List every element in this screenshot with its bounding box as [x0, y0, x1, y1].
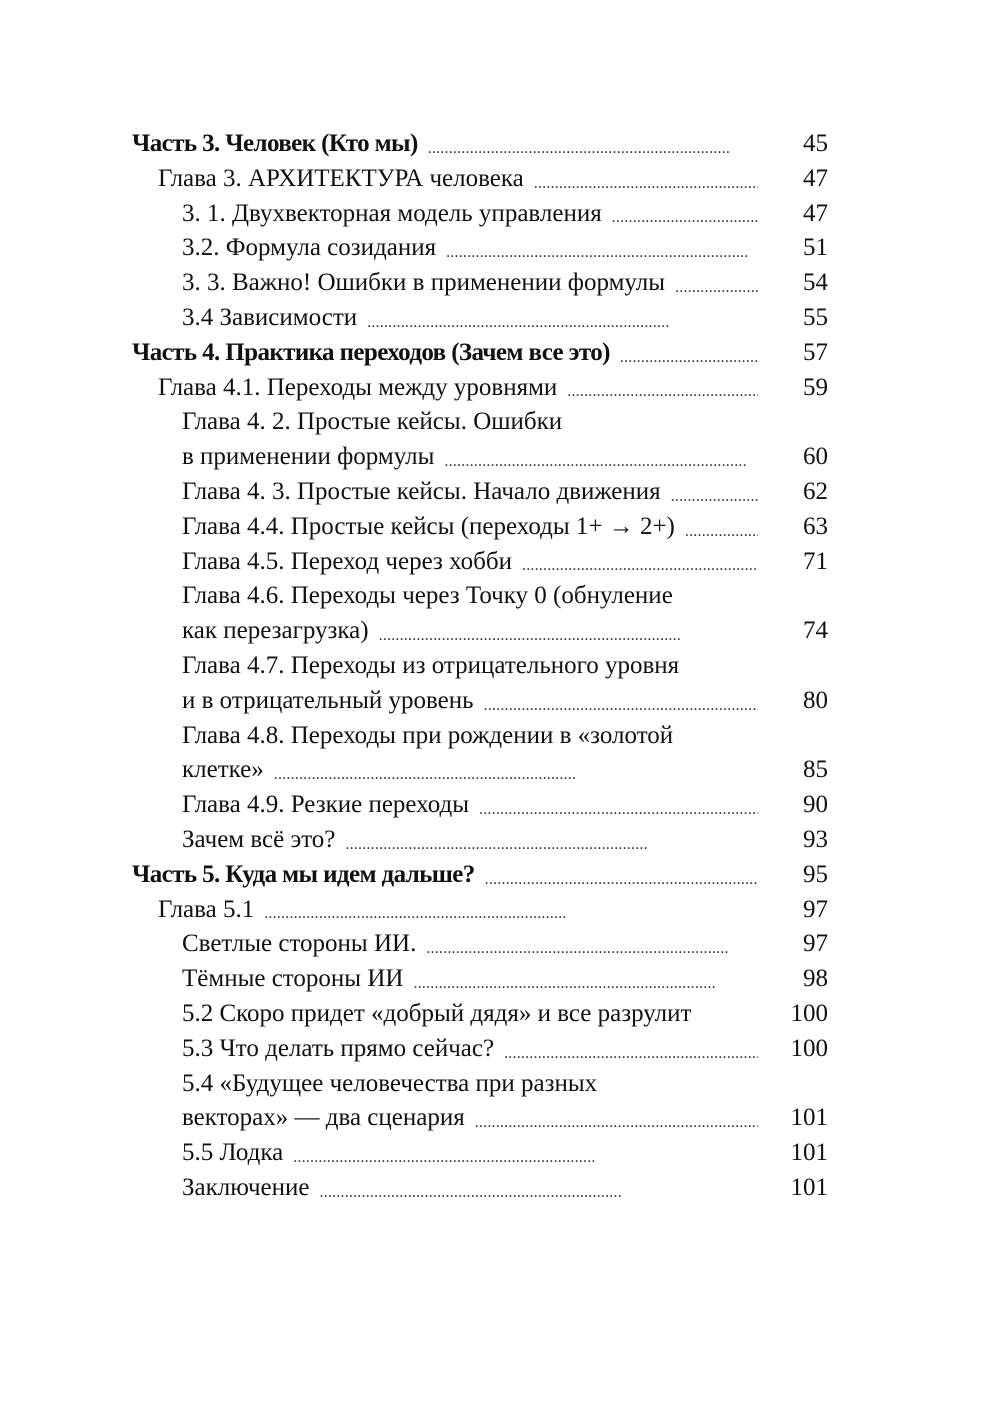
toc-entry-page: 85 [803, 756, 828, 784]
toc-entry-section-3-3[interactable] [132, 266, 828, 301]
toc-entry-page: 93 [803, 825, 828, 853]
toc-entry-page: 55 [803, 303, 828, 331]
toc-entry-title: Часть 5. Куда мы идем дальше? [132, 860, 475, 888]
toc-entry-chapter-4-7[interactable] [132, 649, 828, 719]
dot-leader [612, 205, 758, 231]
dot-leader [367, 310, 758, 336]
toc-entry-chapter-5-1[interactable] [132, 893, 828, 928]
toc-entry-page: 45 [803, 130, 828, 157]
dot-leader [534, 171, 758, 197]
toc-entry-title: Светлые стороны ИИ. [182, 930, 417, 958]
toc-entry-why-all-this[interactable] [132, 823, 828, 858]
toc-entry-title: Глава 4.9. Резкие переходы [182, 791, 470, 819]
toc-entry-page: 47 [803, 164, 828, 192]
toc-entry-title-line2: в применении формулы [182, 443, 435, 471]
toc-entry-ai-bright-sides[interactable] [132, 927, 828, 962]
toc-entry-conclusion[interactable] [132, 1171, 828, 1206]
toc-entry-title-line1: Глава 4. 2. Простые кейсы. Ошибки [182, 408, 563, 436]
toc-entry-section-5-4[interactable] [132, 1067, 828, 1137]
toc-entry-page: 97 [803, 895, 828, 923]
dot-leader [320, 1180, 759, 1206]
dot-leader [345, 832, 758, 858]
toc-entry-ai-dark-sides[interactable] [132, 962, 828, 997]
toc-entry-chapter-4-6[interactable] [132, 579, 828, 649]
toc-entry-part-4[interactable] [132, 336, 828, 371]
dot-leader [479, 797, 758, 823]
toc-entry-page: 57 [803, 338, 828, 366]
toc-entry-part-3[interactable] [132, 127, 828, 162]
dot-leader [522, 553, 758, 579]
toc-entry-title-line1: Глава 4.8. Переходы при рождении в «золотой [182, 721, 674, 749]
toc-entry-title: 3. 1. Двухвекторная модель управления [182, 199, 602, 227]
toc-entry-section-3-4[interactable] [132, 301, 828, 336]
toc-entry-title-line1: Глава 4.6. Переходы через Точку 0 (обнуление [182, 582, 673, 610]
toc-entry-page: 101 [790, 1173, 828, 1201]
toc-entry-title: 5.3 Что делать прямо сейчас? [182, 1034, 495, 1062]
toc-entry-title-line1: 5.4 «Будущее человечества при разных [182, 1069, 598, 1097]
dot-leader [426, 936, 758, 962]
toc-entry-page: 95 [803, 860, 828, 888]
toc-entry-page: 101 [790, 1139, 828, 1167]
dot-leader [620, 345, 758, 371]
toc-entry-title: Глава 5.1 [158, 895, 255, 923]
toc-entry-title: Часть 4. Практика переходов (Зачем все это) [132, 338, 610, 366]
toc-entry-title: Тёмные стороны ИИ [182, 965, 404, 993]
dot-leader [675, 275, 758, 301]
toc-entry-page: 90 [803, 791, 828, 819]
dot-leader [567, 379, 758, 405]
toc-entry-title-line2: как перезагрузка) [182, 617, 369, 645]
toc-entry-section-3-2[interactable] [132, 231, 828, 266]
toc-entry-part-5[interactable] [132, 858, 828, 893]
toc-entry-title: Зачем всё это? [182, 825, 336, 853]
toc-entry-page: 63 [803, 512, 828, 540]
dot-leader [671, 484, 758, 510]
toc-entry-page: 54 [803, 269, 828, 297]
toc-entry-title-line2: и в отрицательный уровень [182, 686, 474, 714]
toc-entry-chapter-4-4[interactable] [132, 510, 828, 545]
dot-leader [446, 240, 758, 266]
toc-entry-page: 62 [803, 477, 828, 505]
toc-entry-page: 100 [790, 1034, 828, 1062]
dot-leader [475, 1110, 758, 1136]
dot-leader [504, 1041, 758, 1067]
toc-entry-page: 98 [803, 965, 828, 993]
toc-entry-title: Глава 4. 3. Простые кейсы. Начало движения [182, 477, 661, 505]
toc-entry-title-line1: Глава 4.7. Переходы из отрицательного уровня [182, 651, 680, 679]
dot-leader [428, 136, 758, 162]
toc-entry-title: 3.2. Формула созидания [182, 234, 437, 262]
toc-entry-title: 5.2 Скоро придет «добрый дядя» и все разрулит [182, 999, 692, 1027]
toc-entry-title: Глава 3. АРХИТЕКТУРА человека [158, 164, 524, 192]
toc-entry-page: 71 [803, 547, 828, 575]
toc-entry-page: 74 [803, 617, 828, 645]
toc-entry-chapter-4-5[interactable] [132, 545, 828, 580]
toc-entry-page: 97 [803, 930, 828, 958]
toc-entry-chapter-4-2[interactable] [132, 405, 828, 475]
dot-leader [274, 762, 758, 788]
toc-entry-title: 3.4 Зависимости [182, 303, 358, 331]
toc-entry-section-5-5[interactable] [132, 1136, 828, 1171]
toc-entry-title: Глава 4.1. Переходы между уровнями [158, 373, 558, 401]
toc-entry-page: 101 [790, 1104, 828, 1132]
toc-entry-title: 5.5 Лодка [182, 1139, 284, 1167]
toc-entry-page: 100 [790, 999, 828, 1027]
toc-entry-page: 59 [803, 373, 828, 401]
toc-entry-page: 60 [803, 443, 828, 471]
toc-entry-chapter-4-9[interactable] [132, 788, 828, 823]
toc-entry-page: 80 [803, 686, 828, 714]
dot-leader [685, 519, 758, 545]
toc-entry-section-5-3[interactable] [132, 1032, 828, 1067]
toc-entry-chapter-4-8[interactable] [132, 719, 828, 789]
toc-entry-title: Глава 4.5. Переход через хобби [182, 547, 512, 575]
toc-entry-title-line2: векторах» — два сценария [182, 1104, 465, 1132]
dot-leader [413, 971, 758, 997]
toc-entry-title: 3. 3. Важно! Ошибки в применении формулы [182, 269, 666, 297]
toc-entry-title: Часть 3. Человек (Кто мы) [132, 130, 418, 157]
toc-entry-page: 47 [803, 199, 828, 227]
table-of-contents [132, 127, 828, 1206]
toc-entry-title: Глава 4.4. Простые кейсы (переходы 1+ → 2+) [182, 512, 675, 540]
toc-entry-title: Заключение [182, 1173, 310, 1201]
dot-leader [485, 867, 758, 893]
toc-entry-page: 51 [803, 234, 828, 262]
dot-leader [264, 901, 758, 927]
dot-leader [484, 693, 758, 719]
dot-leader [293, 1145, 758, 1171]
dot-leader [379, 623, 758, 649]
toc-entry-title-line2: клетке» [182, 756, 264, 784]
dot-leader [444, 449, 758, 475]
toc-entry-chapter-4-3[interactable] [132, 475, 828, 510]
toc-entry-section-3-1[interactable] [132, 197, 828, 232]
toc-entry-chapter-4-1[interactable] [132, 371, 828, 406]
toc-entry-chapter-3[interactable] [132, 162, 828, 197]
toc-entry-section-5-2[interactable] [132, 997, 828, 1032]
